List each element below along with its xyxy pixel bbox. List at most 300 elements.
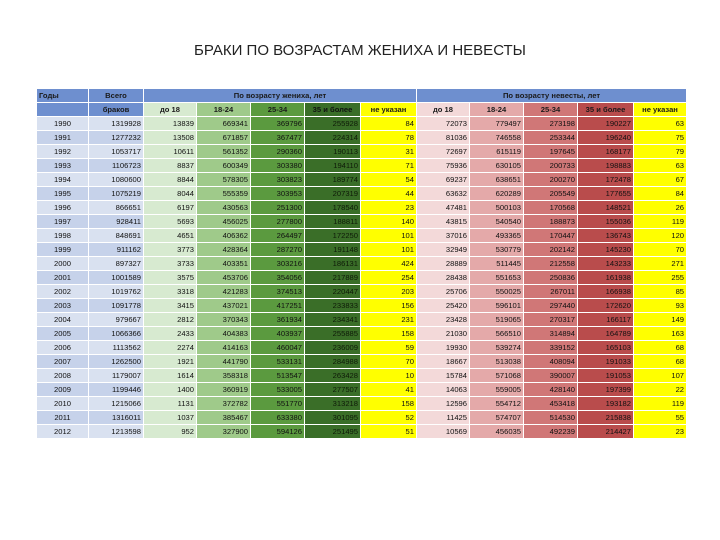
- groom-25-34-cell: 594126: [251, 425, 305, 439]
- bride-18-24-cell: 456035: [470, 425, 524, 439]
- bride-unknown-cell: 23: [634, 425, 687, 439]
- bride-under18-cell: 72697: [417, 145, 470, 159]
- year-cell: 2004: [37, 313, 89, 327]
- marriages-table: [36, 88, 687, 439]
- groom-under18-cell: 2812: [144, 313, 197, 327]
- bride-35plus-cell: 155036: [578, 215, 634, 229]
- table-row: [37, 159, 687, 173]
- groom-under18-cell: 3733: [144, 257, 197, 271]
- groom-unknown-cell: 101: [361, 243, 417, 257]
- bride-unknown-cell: 70: [634, 243, 687, 257]
- year-cell: 2012: [37, 425, 89, 439]
- table-row: [37, 201, 687, 215]
- groom-under18-cell: 8044: [144, 187, 197, 201]
- total-cell: 1053717: [89, 145, 144, 159]
- table-row: [37, 243, 687, 257]
- groom-35plus-cell: 191148: [305, 243, 361, 257]
- bride-25-34-cell: 267011: [524, 285, 578, 299]
- total-cell: 979667: [89, 313, 144, 327]
- groom-25-34-cell: 374513: [251, 285, 305, 299]
- groom-under18-cell: 10611: [144, 145, 197, 159]
- groom-18-24-cell: 327900: [197, 425, 251, 439]
- bride-col-header: не указан: [634, 103, 687, 117]
- bride-35plus-cell: 190227: [578, 117, 634, 131]
- bride-35plus-cell: 166938: [578, 285, 634, 299]
- bride-25-34-cell: 200733: [524, 159, 578, 173]
- bride-under18-cell: 72073: [417, 117, 470, 131]
- total-cell: 1199446: [89, 383, 144, 397]
- bride-25-34-cell: 314894: [524, 327, 578, 341]
- bride-group-header: По возрасту невесты, лет: [417, 89, 687, 103]
- groom-unknown-cell: 78: [361, 131, 417, 145]
- groom-unknown-cell: 10: [361, 369, 417, 383]
- groom-col-header: до 18: [144, 103, 197, 117]
- bride-25-34-cell: 250836: [524, 271, 578, 285]
- bride-unknown-cell: 271: [634, 257, 687, 271]
- bride-35plus-cell: 193182: [578, 397, 634, 411]
- groom-35plus-cell: 277507: [305, 383, 361, 397]
- groom-under18-cell: 3773: [144, 243, 197, 257]
- table-row: [37, 411, 687, 425]
- table-row: [37, 215, 687, 229]
- groom-35plus-cell: 194110: [305, 159, 361, 173]
- bride-18-24-cell: 500103: [470, 201, 524, 215]
- bride-unknown-cell: 119: [634, 397, 687, 411]
- bride-25-34-cell: 200270: [524, 173, 578, 187]
- year-cell: 1998: [37, 229, 89, 243]
- bride-col-header: 18-24: [470, 103, 524, 117]
- table-row: [37, 383, 687, 397]
- groom-under18-cell: 8837: [144, 159, 197, 173]
- bride-18-24-cell: 493365: [470, 229, 524, 243]
- groom-35plus-cell: 217889: [305, 271, 361, 285]
- bride-unknown-cell: 63: [634, 117, 687, 131]
- bride-35plus-cell: 172478: [578, 173, 634, 187]
- groom-18-24-cell: 453706: [197, 271, 251, 285]
- groom-35plus-cell: 236009: [305, 341, 361, 355]
- year-cell: 2000: [37, 257, 89, 271]
- groom-35plus-cell: 188811: [305, 215, 361, 229]
- table-row: [37, 327, 687, 341]
- groom-18-24-cell: 403351: [197, 257, 251, 271]
- total-cell: 866651: [89, 201, 144, 215]
- year-cell: 2008: [37, 369, 89, 383]
- bride-under18-cell: 81036: [417, 131, 470, 145]
- groom-18-24-cell: 600349: [197, 159, 251, 173]
- bride-18-24-cell: 638651: [470, 173, 524, 187]
- groom-18-24-cell: 671857: [197, 131, 251, 145]
- bride-unknown-cell: 255: [634, 271, 687, 285]
- groom-col-header: не указан: [361, 103, 417, 117]
- groom-25-34-cell: 551770: [251, 397, 305, 411]
- groom-under18-cell: 1037: [144, 411, 197, 425]
- year-cell: 2009: [37, 383, 89, 397]
- bride-under18-cell: 32949: [417, 243, 470, 257]
- bride-25-34-cell: 408094: [524, 355, 578, 369]
- groom-25-34-cell: 277800: [251, 215, 305, 229]
- groom-under18-cell: 4651: [144, 229, 197, 243]
- bride-under18-cell: 11425: [417, 411, 470, 425]
- bride-35plus-cell: 191033: [578, 355, 634, 369]
- bride-under18-cell: 43815: [417, 215, 470, 229]
- total-cell: 911162: [89, 243, 144, 257]
- bride-35plus-cell: 198883: [578, 159, 634, 173]
- bride-under18-cell: 28889: [417, 257, 470, 271]
- groom-35plus-cell: 255928: [305, 117, 361, 131]
- groom-unknown-cell: 59: [361, 341, 417, 355]
- groom-35plus-cell: 189774: [305, 173, 361, 187]
- bride-under18-cell: 47481: [417, 201, 470, 215]
- groom-25-34-cell: 417251: [251, 299, 305, 313]
- groom-under18-cell: 3318: [144, 285, 197, 299]
- groom-18-24-cell: 414163: [197, 341, 251, 355]
- table-row: [37, 187, 687, 201]
- bride-18-24-cell: 554712: [470, 397, 524, 411]
- table-row: [37, 341, 687, 355]
- bride-35plus-cell: 168177: [578, 145, 634, 159]
- total-cell: 1113562: [89, 341, 144, 355]
- bride-18-24-cell: 540540: [470, 215, 524, 229]
- groom-35plus-cell: 172250: [305, 229, 361, 243]
- bride-18-24-cell: 620289: [470, 187, 524, 201]
- table-row: [37, 425, 687, 439]
- bride-unknown-cell: 75: [634, 131, 687, 145]
- groom-unknown-cell: 41: [361, 383, 417, 397]
- bride-unknown-cell: 119: [634, 215, 687, 229]
- groom-35plus-cell: 233833: [305, 299, 361, 313]
- bride-18-24-cell: 519065: [470, 313, 524, 327]
- total-cell: 1277232: [89, 131, 144, 145]
- year-cell: 1995: [37, 187, 89, 201]
- year-cell: 2007: [37, 355, 89, 369]
- bride-25-34-cell: 428140: [524, 383, 578, 397]
- bride-under18-cell: 28438: [417, 271, 470, 285]
- bride-unknown-cell: 68: [634, 355, 687, 369]
- bride-under18-cell: 63632: [417, 187, 470, 201]
- total-header-top: Всего: [89, 89, 144, 103]
- bride-18-24-cell: 511445: [470, 257, 524, 271]
- groom-35plus-cell: 178540: [305, 201, 361, 215]
- bride-under18-cell: 12596: [417, 397, 470, 411]
- groom-35plus-cell: 301095: [305, 411, 361, 425]
- year-cell: 1992: [37, 145, 89, 159]
- bride-35plus-cell: 145230: [578, 243, 634, 257]
- groom-under18-cell: 952: [144, 425, 197, 439]
- bride-under18-cell: 37016: [417, 229, 470, 243]
- bride-25-34-cell: 253344: [524, 131, 578, 145]
- groom-under18-cell: 3415: [144, 299, 197, 313]
- year-cell: 2005: [37, 327, 89, 341]
- bride-35plus-cell: 215838: [578, 411, 634, 425]
- bride-35plus-cell: 214427: [578, 425, 634, 439]
- groom-18-24-cell: 360919: [197, 383, 251, 397]
- bride-under18-cell: 75936: [417, 159, 470, 173]
- bride-35plus-cell: 197399: [578, 383, 634, 397]
- bride-col-header: 35 и более: [578, 103, 634, 117]
- bride-25-34-cell: 492239: [524, 425, 578, 439]
- bride-25-34-cell: 270317: [524, 313, 578, 327]
- bride-25-34-cell: 453418: [524, 397, 578, 411]
- table-row: [37, 285, 687, 299]
- bride-18-24-cell: 566510: [470, 327, 524, 341]
- groom-under18-cell: 13508: [144, 131, 197, 145]
- groom-unknown-cell: 254: [361, 271, 417, 285]
- bride-35plus-cell: 148521: [578, 201, 634, 215]
- bride-18-24-cell: 539274: [470, 341, 524, 355]
- total-cell: 1316011: [89, 411, 144, 425]
- groom-25-34-cell: 633380: [251, 411, 305, 425]
- groom-under18-cell: 13839: [144, 117, 197, 131]
- total-cell: 1080600: [89, 173, 144, 187]
- bride-18-24-cell: 615119: [470, 145, 524, 159]
- table-row: [37, 145, 687, 159]
- groom-unknown-cell: 158: [361, 397, 417, 411]
- bride-unknown-cell: 55: [634, 411, 687, 425]
- bride-35plus-cell: 143233: [578, 257, 634, 271]
- bride-25-34-cell: 170447: [524, 229, 578, 243]
- bride-18-24-cell: 779497: [470, 117, 524, 131]
- groom-col-header: 18-24: [197, 103, 251, 117]
- year-cell: 1996: [37, 201, 89, 215]
- groom-18-24-cell: 406362: [197, 229, 251, 243]
- groom-25-34-cell: 369796: [251, 117, 305, 131]
- year-cell: 1994: [37, 173, 89, 187]
- year-cell: 1990: [37, 117, 89, 131]
- bride-18-24-cell: 571068: [470, 369, 524, 383]
- years-header-spacer: [37, 103, 89, 117]
- groom-18-24-cell: 370343: [197, 313, 251, 327]
- year-cell: 1993: [37, 159, 89, 173]
- table-row: [37, 257, 687, 271]
- table-row: [37, 131, 687, 145]
- groom-25-34-cell: 303953: [251, 187, 305, 201]
- years-header: Годы: [37, 89, 89, 103]
- groom-under18-cell: 5693: [144, 215, 197, 229]
- year-cell: 2010: [37, 397, 89, 411]
- slide-title: БРАКИ ПО ВОЗРАСТАМ ЖЕНИХА И НЕВЕСТЫ: [194, 42, 526, 59]
- groom-35plus-cell: 207319: [305, 187, 361, 201]
- bride-25-34-cell: 202142: [524, 243, 578, 257]
- total-cell: 1091778: [89, 299, 144, 313]
- bride-18-24-cell: 746558: [470, 131, 524, 145]
- total-cell: 1001589: [89, 271, 144, 285]
- bride-unknown-cell: 79: [634, 145, 687, 159]
- groom-25-34-cell: 533131: [251, 355, 305, 369]
- bride-under18-cell: 14063: [417, 383, 470, 397]
- bride-35plus-cell: 164789: [578, 327, 634, 341]
- groom-unknown-cell: 84: [361, 117, 417, 131]
- total-cell: 897327: [89, 257, 144, 271]
- year-cell: 1991: [37, 131, 89, 145]
- bride-25-34-cell: 339152: [524, 341, 578, 355]
- bride-35plus-cell: 161938: [578, 271, 634, 285]
- bride-25-34-cell: 514530: [524, 411, 578, 425]
- groom-18-24-cell: 578305: [197, 173, 251, 187]
- year-cell: 1997: [37, 215, 89, 229]
- groom-under18-cell: 6197: [144, 201, 197, 215]
- groom-35plus-cell: 255885: [305, 327, 361, 341]
- groom-under18-cell: 2274: [144, 341, 197, 355]
- groom-18-24-cell: 555359: [197, 187, 251, 201]
- groom-25-34-cell: 367477: [251, 131, 305, 145]
- groom-25-34-cell: 460047: [251, 341, 305, 355]
- groom-unknown-cell: 23: [361, 201, 417, 215]
- bride-under18-cell: 15784: [417, 369, 470, 383]
- bride-35plus-cell: 191053: [578, 369, 634, 383]
- table-row: [37, 271, 687, 285]
- groom-25-34-cell: 287270: [251, 243, 305, 257]
- bride-unknown-cell: 63: [634, 159, 687, 173]
- groom-under18-cell: 1400: [144, 383, 197, 397]
- bride-unknown-cell: 26: [634, 201, 687, 215]
- bride-25-34-cell: 297440: [524, 299, 578, 313]
- groom-35plus-cell: 234341: [305, 313, 361, 327]
- bride-unknown-cell: 84: [634, 187, 687, 201]
- bride-35plus-cell: 166117: [578, 313, 634, 327]
- year-cell: 2006: [37, 341, 89, 355]
- bride-25-34-cell: 205549: [524, 187, 578, 201]
- groom-unknown-cell: 51: [361, 425, 417, 439]
- groom-under18-cell: 8844: [144, 173, 197, 187]
- year-cell: 2003: [37, 299, 89, 313]
- groom-35plus-cell: 224314: [305, 131, 361, 145]
- bride-col-header: до 18: [417, 103, 470, 117]
- bride-under18-cell: 25420: [417, 299, 470, 313]
- groom-unknown-cell: 140: [361, 215, 417, 229]
- groom-col-header: 25-34: [251, 103, 305, 117]
- groom-unknown-cell: 156: [361, 299, 417, 313]
- groom-unknown-cell: 203: [361, 285, 417, 299]
- groom-unknown-cell: 424: [361, 257, 417, 271]
- table-row: [37, 313, 687, 327]
- groom-25-34-cell: 513547: [251, 369, 305, 383]
- bride-18-24-cell: 550025: [470, 285, 524, 299]
- bride-unknown-cell: 68: [634, 341, 687, 355]
- year-cell: 2002: [37, 285, 89, 299]
- bride-25-34-cell: 390007: [524, 369, 578, 383]
- header-row-bottom: [37, 103, 687, 117]
- groom-unknown-cell: 158: [361, 327, 417, 341]
- bride-35plus-cell: 177655: [578, 187, 634, 201]
- groom-25-34-cell: 251300: [251, 201, 305, 215]
- groom-18-24-cell: 358318: [197, 369, 251, 383]
- bride-under18-cell: 25706: [417, 285, 470, 299]
- groom-under18-cell: 1131: [144, 397, 197, 411]
- groom-18-24-cell: 404383: [197, 327, 251, 341]
- groom-25-34-cell: 354056: [251, 271, 305, 285]
- total-cell: 1262500: [89, 355, 144, 369]
- groom-18-24-cell: 372782: [197, 397, 251, 411]
- groom-18-24-cell: 441790: [197, 355, 251, 369]
- groom-18-24-cell: 428364: [197, 243, 251, 257]
- total-cell: 1213598: [89, 425, 144, 439]
- groom-25-34-cell: 264497: [251, 229, 305, 243]
- total-cell: 1075219: [89, 187, 144, 201]
- table-row: [37, 299, 687, 313]
- groom-under18-cell: 3575: [144, 271, 197, 285]
- table-row: [37, 397, 687, 411]
- groom-unknown-cell: 31: [361, 145, 417, 159]
- bride-unknown-cell: 107: [634, 369, 687, 383]
- table-row: [37, 355, 687, 369]
- bride-25-34-cell: 170568: [524, 201, 578, 215]
- groom-25-34-cell: 290360: [251, 145, 305, 159]
- groom-unknown-cell: 52: [361, 411, 417, 425]
- groom-25-34-cell: 361934: [251, 313, 305, 327]
- groom-unknown-cell: 71: [361, 159, 417, 173]
- bride-under18-cell: 10569: [417, 425, 470, 439]
- groom-25-34-cell: 303216: [251, 257, 305, 271]
- table-row: [37, 229, 687, 243]
- bride-18-24-cell: 559005: [470, 383, 524, 397]
- groom-35plus-cell: 263428: [305, 369, 361, 383]
- total-cell: 848691: [89, 229, 144, 243]
- bride-25-34-cell: 273198: [524, 117, 578, 131]
- bride-under18-cell: 69237: [417, 173, 470, 187]
- groom-35plus-cell: 186131: [305, 257, 361, 271]
- groom-35plus-cell: 220447: [305, 285, 361, 299]
- header-row-top: [37, 89, 687, 103]
- groom-35plus-cell: 284988: [305, 355, 361, 369]
- bride-18-24-cell: 551653: [470, 271, 524, 285]
- year-cell: 2011: [37, 411, 89, 425]
- groom-unknown-cell: 54: [361, 173, 417, 187]
- groom-18-24-cell: 430563: [197, 201, 251, 215]
- bride-under18-cell: 23428: [417, 313, 470, 327]
- groom-col-header: 35 и более: [305, 103, 361, 117]
- groom-18-24-cell: 421283: [197, 285, 251, 299]
- groom-18-24-cell: 561352: [197, 145, 251, 159]
- bride-unknown-cell: 67: [634, 173, 687, 187]
- bride-col-header: 25-34: [524, 103, 578, 117]
- groom-35plus-cell: 190113: [305, 145, 361, 159]
- groom-18-24-cell: 385467: [197, 411, 251, 425]
- groom-unknown-cell: 44: [361, 187, 417, 201]
- total-cell: 928411: [89, 215, 144, 229]
- groom-under18-cell: 2433: [144, 327, 197, 341]
- groom-unknown-cell: 70: [361, 355, 417, 369]
- groom-18-24-cell: 669341: [197, 117, 251, 131]
- groom-25-34-cell: 403937: [251, 327, 305, 341]
- groom-18-24-cell: 437021: [197, 299, 251, 313]
- bride-under18-cell: 18667: [417, 355, 470, 369]
- bride-18-24-cell: 596101: [470, 299, 524, 313]
- bride-under18-cell: 21030: [417, 327, 470, 341]
- bride-18-24-cell: 513038: [470, 355, 524, 369]
- groom-25-34-cell: 303823: [251, 173, 305, 187]
- groom-under18-cell: 1614: [144, 369, 197, 383]
- bride-18-24-cell: 630105: [470, 159, 524, 173]
- groom-unknown-cell: 231: [361, 313, 417, 327]
- bride-unknown-cell: 120: [634, 229, 687, 243]
- table-row: [37, 369, 687, 383]
- groom-under18-cell: 1921: [144, 355, 197, 369]
- total-cell: 1106723: [89, 159, 144, 173]
- bride-25-34-cell: 188873: [524, 215, 578, 229]
- year-cell: 1999: [37, 243, 89, 257]
- bride-unknown-cell: 163: [634, 327, 687, 341]
- bride-unknown-cell: 85: [634, 285, 687, 299]
- total-cell: 1215066: [89, 397, 144, 411]
- table-body: [37, 117, 687, 439]
- groom-35plus-cell: 313218: [305, 397, 361, 411]
- bride-25-34-cell: 197645: [524, 145, 578, 159]
- bride-under18-cell: 19930: [417, 341, 470, 355]
- groom-35plus-cell: 251495: [305, 425, 361, 439]
- table-row: [37, 173, 687, 187]
- groom-25-34-cell: 303380: [251, 159, 305, 173]
- bride-unknown-cell: 149: [634, 313, 687, 327]
